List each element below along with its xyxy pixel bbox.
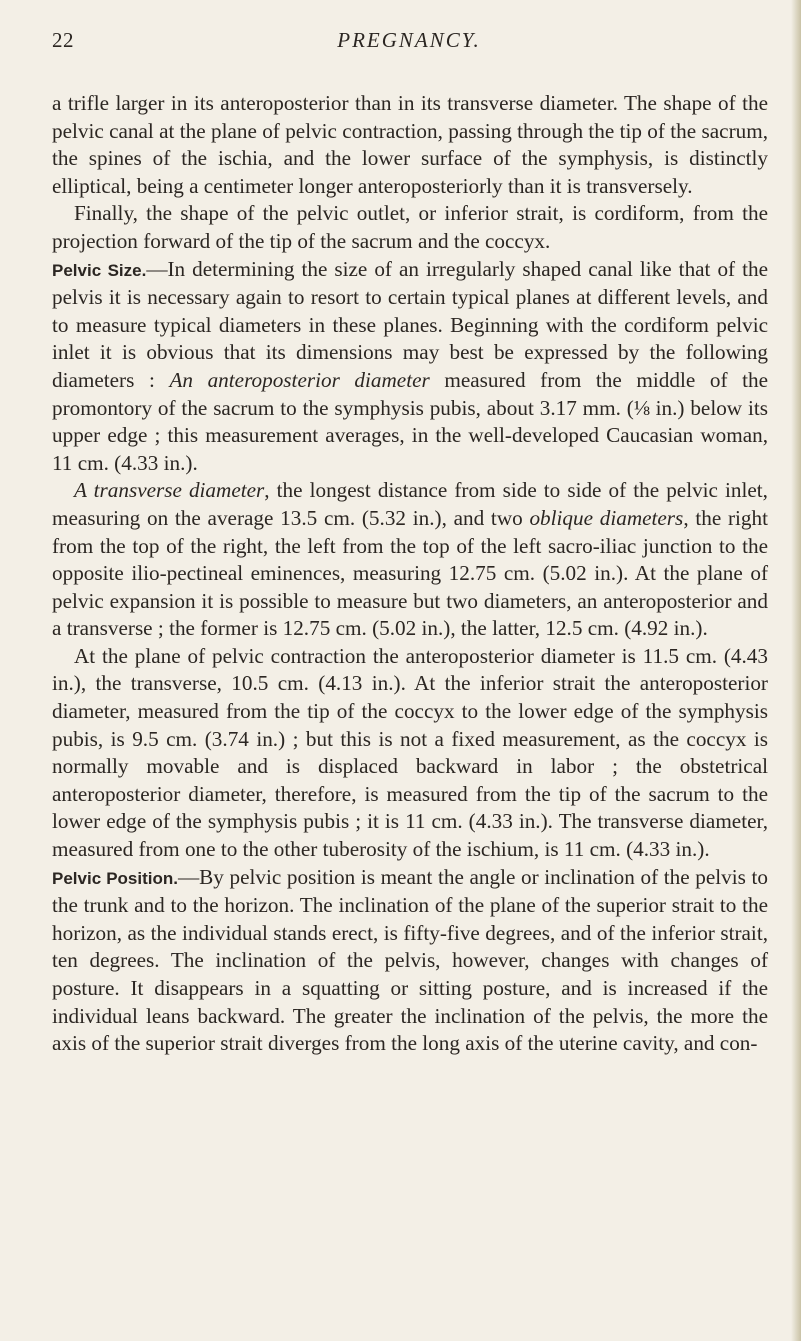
text-run: —In determining the size of an irregularly shaped canal like that of the pelvis it is necessary again to resort to certain typical planes at different levels, and to measure typical diameters in these planes. Beginning with the cordiform pelvic inlet it is obvious that its dimensions may best be expressed by the following diameters :: [52, 256, 768, 392]
page-edge-shadow: [791, 0, 801, 1341]
section-heading-pelvic-size: Pelvic Size.: [52, 260, 147, 280]
text-run: —By pelvic position is meant the angle or inclination of the pelvis to the trunk and to the horizon. The inclination of the plane of the superior strait to the horizon, as the individual stands erect, is fifty-five degrees, and of the inferior strait, ten degrees. The inclination of the pelvis, however, changes with changes of posture. It disappears in a squatting or sitting posture, and is increased if the individual leans backward. The greater the inclination of the pelvis, the more the axis of the superior strait diverges from the long axis of the uterine cavity, and con-: [52, 864, 768, 1056]
paragraph: [52, 477, 768, 643]
body-text: [52, 90, 768, 1058]
paragraph: At the plane of pelvic contraction the anteroposterior diameter is 11.5 cm. (4.43 in.), the transverse, 10.5 cm. (4.13 in.). At the inferior strait the anteroposterior diameter, measured from the tip of the coccyx to the lower edge of the symphysis pubis, is 9.5 cm. (3.74 in.) ; but this is not a fixed measurement, as the coccyx is normally movable and is displaced backward in labor ; the obstetrical anteroposterior diameter, therefore, is measured from the tip of the sacrum to the lower edge of the symphysis pubis ; it is 11 cm. (4.33 in.). The transverse diameter, measured from one to the other tuberosity of the ischium, is 11 cm. (4.33 in.).: [52, 643, 768, 862]
paragraph-pelvic-position: [52, 864, 768, 1058]
paragraph: Finally, the shape of the pelvic outlet, or inferior strait, is cordiform, from the projection forward of the tip of the sacrum and the coccyx.: [52, 201, 768, 253]
italic-term: An anteroposterior diameter: [169, 367, 430, 392]
paragraph-pelvic-size: [52, 256, 768, 478]
paragraph: a trifle larger in its anteroposterior than in its transverse diameter. The shape of the pelvic canal at the plane of pelvic contraction, passing through the tip of the sacrum, the spines of the ischia, and the lower surface of the symphysis, is distinctly elliptical, being a centimeter longer anteroposteriorly than it is transversely.: [52, 91, 768, 198]
text-run: , the longest distance from side to side of the pelvic inlet, measuring on the average 13.5 cm. (5.32 in.), and two: [52, 478, 768, 530]
italic-term: oblique diameters: [529, 505, 684, 530]
running-head: PREGNANCY.: [337, 28, 481, 52]
section-heading-pelvic-position: Pelvic Position.: [52, 868, 178, 888]
page-number: 22: [52, 28, 74, 52]
page-header: [52, 28, 766, 56]
italic-term: A transverse diameter: [74, 478, 265, 503]
text-run: , the right from the top of the right, the left from the top of the left sacro-iliac junction to the opposite ilio-pectineal eminences, measuring 12.75 cm. (5.02 in.). At the plane of pelvic expansion it is possible to measure but two diameters, an anteroposterior and a transverse ; the former is 12.75 cm. (5.02 in.), the latter, 12.5 cm. (4.92 in.).: [52, 505, 768, 641]
text-run: measured from the middle of the promontory of the sacrum to the symphysis pubis, about 3.17 mm. (⅛ in.) below its upper edge ; this measurement averages, in the well-developed Caucasian woman, 11 cm. (4.33 in.).: [52, 367, 768, 475]
